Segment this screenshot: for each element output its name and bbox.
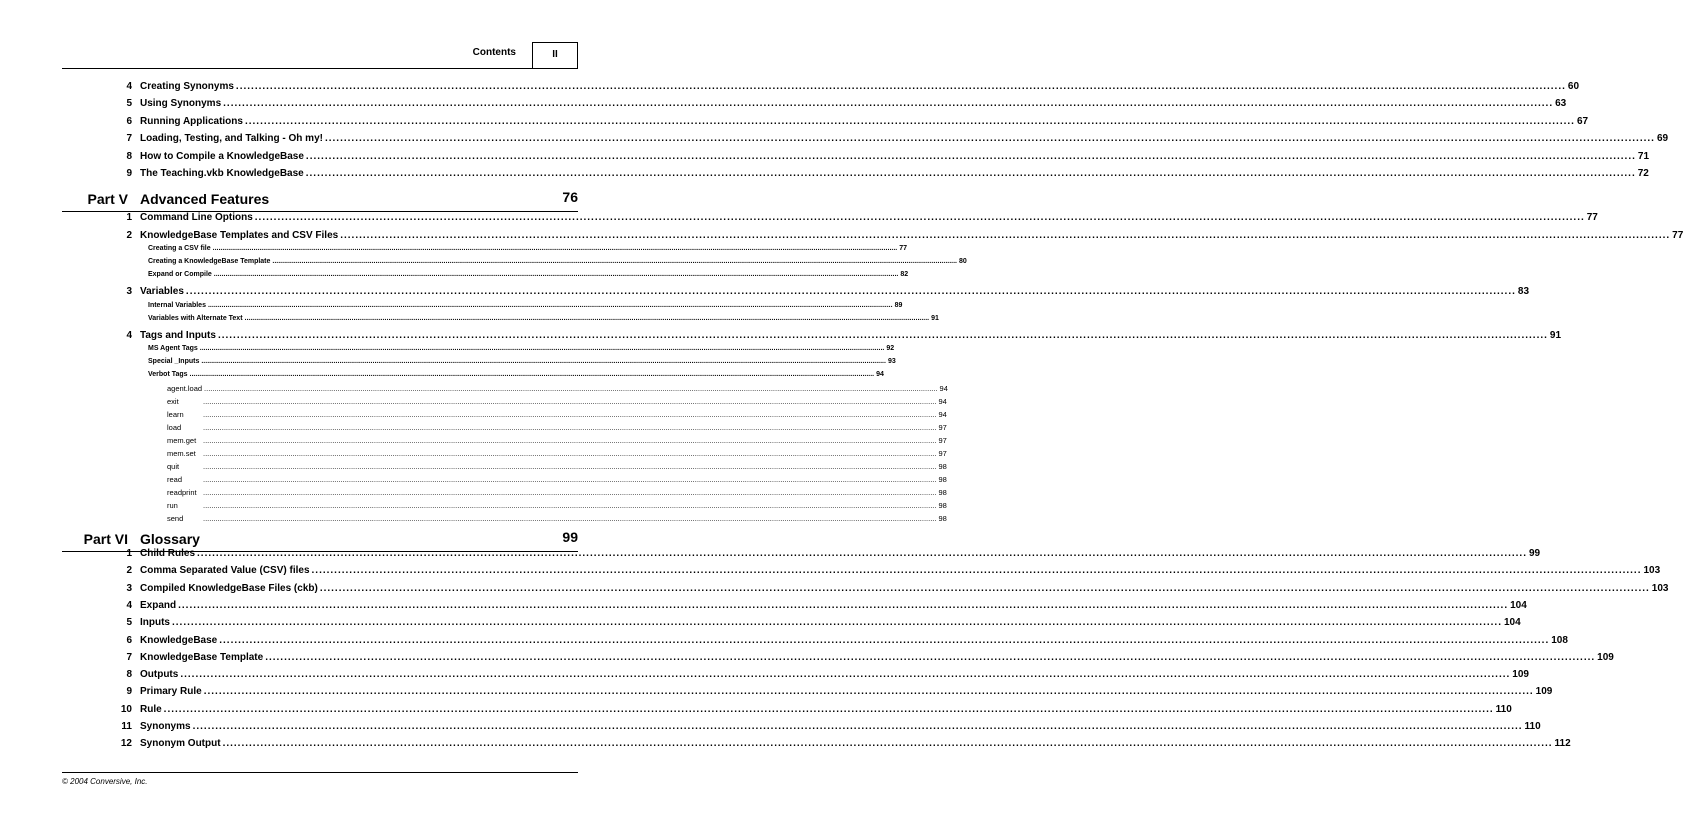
toc-entry-title: Inputs (140, 617, 170, 629)
toc-entry-title: Variables (140, 286, 184, 297)
toc-entry-number: 12 (120, 738, 132, 750)
toc-leader-dots (201, 358, 886, 365)
toc-entry-number: 5 (126, 617, 132, 629)
toc-entry-title: Command Line Options (140, 212, 253, 223)
toc-leader-dots (306, 168, 1636, 179)
toc-entry[interactable] (126, 582, 1669, 601)
toc-leader-dots (204, 384, 937, 393)
toc-entry[interactable] (126, 548, 1541, 566)
toc-leader-dots (245, 116, 1575, 127)
toc-leader-dots (180, 669, 1510, 680)
toc-entry-page: 99 (1528, 548, 1541, 559)
toc-entry-title: MS Agent Tags (148, 345, 198, 352)
toc-entry-page: 110 (1495, 703, 1512, 715)
toc-entry-title: Outputs (140, 669, 179, 681)
toc-entry[interactable] (126, 115, 1589, 134)
toc-entry[interactable] (167, 514, 947, 527)
toc-entry-page: 83 (1517, 286, 1530, 297)
toc-entry[interactable] (167, 436, 947, 449)
toc-entry-page: 98 (938, 462, 947, 471)
toc-entry[interactable] (120, 738, 1571, 756)
toc-leader-dots (265, 652, 1595, 663)
toc-entry[interactable] (148, 258, 967, 271)
toc-leader-dots (203, 462, 936, 471)
page-header (62, 42, 578, 69)
toc-leader-dots (214, 271, 899, 278)
toc-entry-title: mem.set (167, 449, 196, 458)
toc-entry-page: 91 (931, 314, 939, 322)
toc-leader-dots (203, 488, 936, 497)
toc-entry-page: 63 (1555, 98, 1567, 110)
toc-leader-dots (203, 514, 936, 523)
toc-leader-dots (164, 704, 1494, 715)
toc-leader-dots (203, 449, 936, 458)
header-title: Contents (472, 47, 516, 58)
toc-leader-dots (186, 286, 1516, 297)
part-label: Part VI (83, 531, 128, 547)
toc-entry-number: 7 (126, 133, 132, 145)
toc-entry[interactable] (167, 462, 947, 475)
toc-leader-dots (203, 397, 936, 406)
toc-entry-title: readprint (167, 488, 197, 497)
toc-entry[interactable] (126, 98, 1567, 116)
toc-entry-number: 8 (126, 669, 132, 681)
toc-entry-title: read (167, 475, 183, 484)
toc-entry-number: 9 (126, 168, 132, 179)
toc-entry-page: 97 (938, 449, 947, 458)
toc-leader-dots (306, 151, 1636, 162)
toc-leader-dots (203, 423, 936, 432)
toc-entry-page: 103 (1651, 582, 1669, 594)
toc-entry-page: 97 (938, 423, 947, 432)
toc-entry-page: 82 (900, 271, 909, 278)
toc-leader-dots (200, 345, 885, 352)
toc-entry-page: 94 (939, 384, 948, 393)
toc-entry-title: Expand or Compile (148, 271, 212, 278)
toc-leader-dots (218, 330, 1548, 341)
toc-entry-page: 109 (1597, 651, 1614, 663)
toc-entry[interactable] (148, 245, 908, 258)
toc-entry-title: The Teaching.vkb KnowledgeBase (140, 168, 304, 179)
toc-entry-number: 6 (126, 634, 132, 646)
part-label: Part V (87, 191, 128, 207)
toc-entry-page: 92 (886, 345, 895, 352)
toc-entry-number: 3 (126, 286, 132, 297)
toc-entry-number: 10 (120, 703, 132, 715)
toc-entry-number: 5 (126, 98, 132, 110)
toc-entry-title: load (167, 423, 182, 432)
toc-entry-page: 94 (938, 397, 947, 406)
toc-entry-title: Comma Separated Value (CSV) files (140, 565, 310, 577)
toc-entry-page: 94 (876, 371, 884, 378)
toc-entry-page: 71 (1637, 150, 1650, 162)
toc-entry-title: Creating a CSV file (148, 245, 211, 252)
toc-entry-title: KnowledgeBase (140, 634, 218, 646)
toc-entry[interactable] (167, 423, 947, 436)
toc-entry-page: 97 (938, 436, 947, 445)
toc-entry-page: 60 (1567, 81, 1580, 92)
toc-entry-page: 98 (938, 475, 947, 484)
toc-entry-number: 4 (126, 329, 132, 341)
toc-entry-title: Loading, Testing, and Talking - Oh my! (140, 133, 323, 145)
toc-entry-page: 104 (1510, 599, 1527, 611)
toc-entry[interactable] (126, 651, 1614, 670)
toc-entry-page: 93 (887, 358, 896, 365)
toc-leader-dots (213, 245, 898, 252)
toc-entry-number: 3 (126, 582, 132, 594)
toc-leader-dots (236, 81, 1566, 92)
toc-entry-title: Synonyms (140, 721, 191, 732)
toc-entry[interactable] (126, 565, 1661, 583)
toc-entry[interactable] (121, 721, 1541, 739)
toc-entry[interactable] (167, 410, 947, 423)
toc-entry-number: 6 (126, 115, 132, 127)
toc-leader-dots (272, 258, 957, 265)
toc-entry-title: mem.get (167, 436, 197, 445)
toc-leader-dots (208, 302, 893, 309)
toc-entry-title: Compiled KnowledgeBase Files (ckb) (140, 582, 318, 594)
toc-entry[interactable] (148, 271, 909, 284)
toc-entry-number: 11 (121, 721, 132, 732)
toc-entry-page: 104 (1503, 617, 1521, 629)
toc-entry[interactable] (148, 358, 896, 371)
toc-entry[interactable] (126, 634, 1568, 653)
toc-entry-title: Expand (140, 599, 177, 611)
toc-entry[interactable] (126, 686, 1553, 704)
toc-entry-page: 77 (899, 245, 908, 252)
toc-leader-dots (219, 635, 1549, 646)
toc-entry-title: quit (167, 462, 180, 471)
header-page-number: II (532, 42, 578, 68)
toc-leader-dots (223, 738, 1553, 749)
toc-entry-page: 91 (1549, 329, 1562, 341)
toc-entry-page: 72 (1637, 168, 1649, 179)
toc-entry-title: Special _Inputs (148, 358, 200, 365)
toc-entry-title: exit (167, 397, 179, 406)
toc-entry-title: Internal Variables (148, 301, 206, 309)
toc-entry[interactable] (167, 384, 948, 397)
toc-entry-title: Verbot Tags (148, 371, 188, 378)
toc-entry-page: 98 (938, 514, 947, 523)
toc-entry-page: 77 (1586, 212, 1598, 223)
toc-entry-page: 112 (1554, 738, 1571, 750)
toc-leader-dots (172, 617, 1502, 628)
toc-entry-title: KnowledgeBase Templates and CSV Files (140, 229, 339, 241)
toc-entry-title: Tags and Inputs (140, 329, 216, 341)
toc-leader-dots (193, 721, 1523, 732)
toc-leader-dots (223, 98, 1553, 109)
toc-entry-number: 8 (126, 150, 132, 162)
part-page: 76 (562, 189, 578, 205)
part-title: Glossary (140, 531, 200, 547)
toc-entry-page: 109 (1535, 686, 1553, 698)
toc-leader-dots (203, 436, 936, 445)
toc-entry-title: Synonym Output (140, 738, 221, 750)
toc-entry[interactable] (126, 81, 1580, 99)
toc-leader-dots (320, 583, 1650, 594)
toc-entry-title: KnowledgeBase Template (140, 651, 264, 663)
toc-entry-title: Creating a KnowledgeBase Template (148, 258, 271, 265)
toc-entry-page: 80 (958, 258, 967, 265)
toc-leader-dots (325, 133, 1655, 144)
toc-entry-title: Using Synonyms (140, 98, 222, 110)
toc-entry-page: 89 (894, 301, 903, 309)
toc-entry-number: 4 (126, 599, 132, 611)
toc-entry-number: 4 (126, 81, 132, 92)
toc-entry[interactable] (126, 212, 1598, 230)
toc-entry[interactable] (167, 397, 947, 410)
toc-leader-dots (203, 410, 936, 419)
toc-entry[interactable] (126, 168, 1649, 186)
toc-leader-dots (204, 686, 1534, 697)
part-page: 99 (562, 529, 578, 545)
toc-entry-page: 98 (938, 501, 947, 510)
toc-entry-number: 2 (126, 229, 132, 241)
toc-entry-page: 103 (1643, 565, 1661, 577)
toc-entry-page: 109 (1512, 669, 1529, 681)
toc-entry[interactable] (126, 617, 1521, 635)
toc-entry-title: Child Rules (140, 548, 196, 559)
toc-entry[interactable] (148, 314, 939, 328)
toc-entry-number: 1 (126, 212, 132, 223)
toc-entry-title: send (167, 514, 184, 523)
toc-entry[interactable] (167, 488, 947, 501)
toc-entry-title: Rule (140, 703, 162, 715)
toc-entry[interactable] (126, 599, 1527, 618)
toc-entry-page: 69 (1656, 133, 1669, 145)
toc-entry[interactable] (148, 345, 895, 358)
toc-entry-page: 77 (1672, 229, 1683, 241)
toc-entry[interactable] (148, 301, 903, 315)
toc-leader-dots (197, 548, 1527, 559)
toc-leader-dots (255, 212, 1585, 223)
toc-entry-title: How to Compile a KnowledgeBase (140, 150, 304, 162)
toc-entry-page: 67 (1576, 115, 1589, 127)
toc-entry-title: Variables with Alternate Text (148, 314, 243, 322)
toc-entry-title: learn (167, 410, 184, 419)
toc-entry-number: 1 (126, 548, 132, 559)
toc-entry-page: 108 (1551, 634, 1568, 646)
toc-leader-dots (178, 600, 1508, 611)
copyright-text: © 2004 Conversive, Inc. (62, 777, 148, 786)
toc-entry[interactable] (126, 133, 1669, 151)
toc-leader-dots (312, 565, 1642, 576)
toc-entry[interactable] (167, 449, 947, 462)
toc-entry-title: Running Applications (140, 115, 243, 127)
toc-entry-number: 9 (126, 686, 132, 698)
toc-entry[interactable] (120, 703, 1512, 722)
part-title: Advanced Features (140, 191, 270, 207)
toc-entry-number: 2 (126, 565, 132, 577)
toc-leader-dots (203, 475, 936, 484)
page-footer (62, 772, 578, 786)
toc-entry-title: Primary Rule (140, 686, 202, 698)
toc-entry[interactable] (126, 150, 1650, 169)
toc-entry-title: agent.load (167, 384, 203, 393)
toc-entry-page: 110 (1524, 721, 1541, 732)
toc-leader-dots (340, 230, 1670, 241)
toc-entry-number: 7 (126, 651, 132, 663)
toc-entry[interactable] (148, 371, 884, 384)
toc-leader-dots (190, 371, 875, 378)
toc-leader-dots (245, 315, 930, 322)
toc-entry-title: run (167, 501, 178, 510)
toc-entry[interactable] (167, 475, 947, 488)
toc-entry[interactable] (126, 669, 1529, 687)
toc-entry-page: 98 (938, 488, 947, 497)
toc-part-heading[interactable] (62, 187, 578, 212)
toc-leader-dots (203, 501, 936, 510)
toc-entry-page: 94 (938, 410, 947, 419)
toc-entry[interactable] (167, 501, 947, 514)
toc-entry-title: Creating Synonyms (140, 81, 234, 92)
